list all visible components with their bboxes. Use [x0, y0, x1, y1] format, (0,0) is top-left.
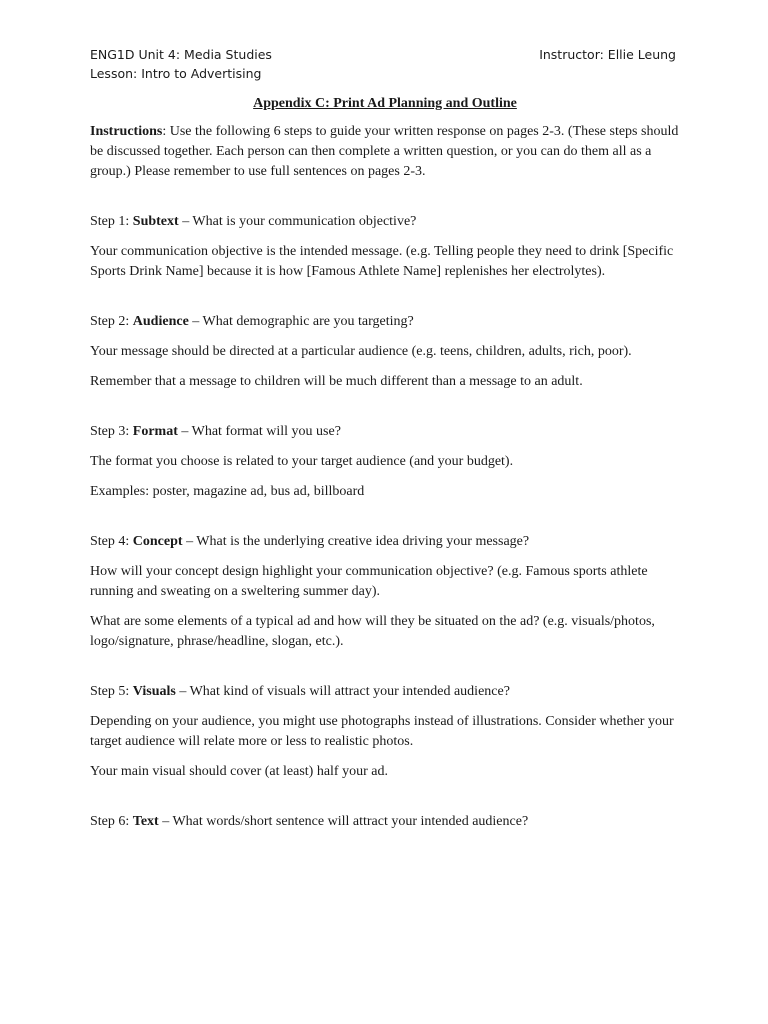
lesson-title: Lesson: Intro to Advertising [90, 66, 262, 81]
step-5-paragraph-2: Your main visual should cover (at least) half your ad. [90, 764, 388, 779]
step-3-question: – What format will you use? [177, 424, 341, 439]
step-1-paragraph-1: Your communication objective is the intended message. (e.g. Telling people they need to drink [Specific Sports Drink Name] because it is how [Famous Athlete Name] replenishes her electrolytes). [90, 244, 674, 279]
step-2-paragraph-2: Remember that a message to children will be much different than a message to an adult. [90, 374, 583, 389]
document-body [90, 94, 680, 842]
step-4-paragraph-1: How will your concept design highlight your communication objective? (e.g. Famous sports athlete running and sweating on a sweltering summer day). [90, 564, 648, 599]
step-4-prefix: Step 4: [90, 534, 133, 549]
instructor-name: Instructor: Ellie Leung [539, 47, 676, 62]
step-4-question: – What is the underlying creative idea driving your message? [182, 534, 530, 549]
step-4-heading [90, 532, 680, 552]
step-1-question: – What is your communication objective? [178, 214, 417, 229]
step-5-name: Visuals [132, 684, 176, 699]
step-5-paragraph-1: Depending on your audience, you might use photographs instead of illustrations. Consider whether your target audience will relate more or less to realistic photos. [90, 714, 674, 749]
step-3-paragraph-2: Examples: poster, magazine ad, bus ad, billboard [90, 484, 365, 499]
step-5-prefix: Step 5: [90, 684, 133, 699]
step-5-question: – What kind of visuals will attract your intended audience? [175, 684, 510, 699]
step-6-prefix: Step 6: [90, 814, 133, 829]
step-6-name: Text [132, 814, 159, 829]
step-2-question: – What demographic are you targeting? [188, 314, 414, 329]
instructions-text: : Use the following 6 steps to guide your written response on pages 2-3. (These steps should be discussed together. Each person can then complete a written question, or you can do them all as a group.) Please remember to use full sentences on pages 2-3. [90, 124, 679, 179]
course-title: ENG1D Unit 4: Media Studies [90, 47, 272, 62]
instructions-label: Instructions [90, 124, 163, 139]
page-title: Appendix C: Print Ad Planning and Outline [253, 96, 517, 111]
step-2-prefix: Step 2: [90, 314, 133, 329]
step-3-heading [90, 422, 680, 442]
step-3-name: Format [132, 424, 178, 439]
step-1-prefix: Step 1: [90, 214, 133, 229]
step-3-paragraph-1: The format you choose is related to your target audience (and your budget). [90, 454, 514, 469]
step-2-paragraph-1: Your message should be directed at a particular audience (e.g. teens, children, adults, rich, poor). [90, 344, 632, 359]
step-6-heading [90, 812, 680, 832]
step-1-name: Subtext [132, 214, 179, 229]
step-4-name: Concept [132, 534, 183, 549]
page-header [90, 45, 676, 83]
step-2-heading [90, 312, 680, 332]
step-6-question: – What words/short sentence will attract your intended audience? [158, 814, 529, 829]
step-3-prefix: Step 3: [90, 424, 133, 439]
step-1-heading [90, 212, 680, 232]
instructions-paragraph [90, 122, 680, 182]
header-top-row [90, 45, 676, 64]
step-4-paragraph-2: What are some elements of a typical ad and how will they be situated on the ad? (e.g. visuals/photos, logo/signature, phrase/headline, slogan, etc.). [90, 614, 655, 649]
step-2-name: Audience [132, 314, 189, 329]
step-5-heading [90, 682, 680, 702]
